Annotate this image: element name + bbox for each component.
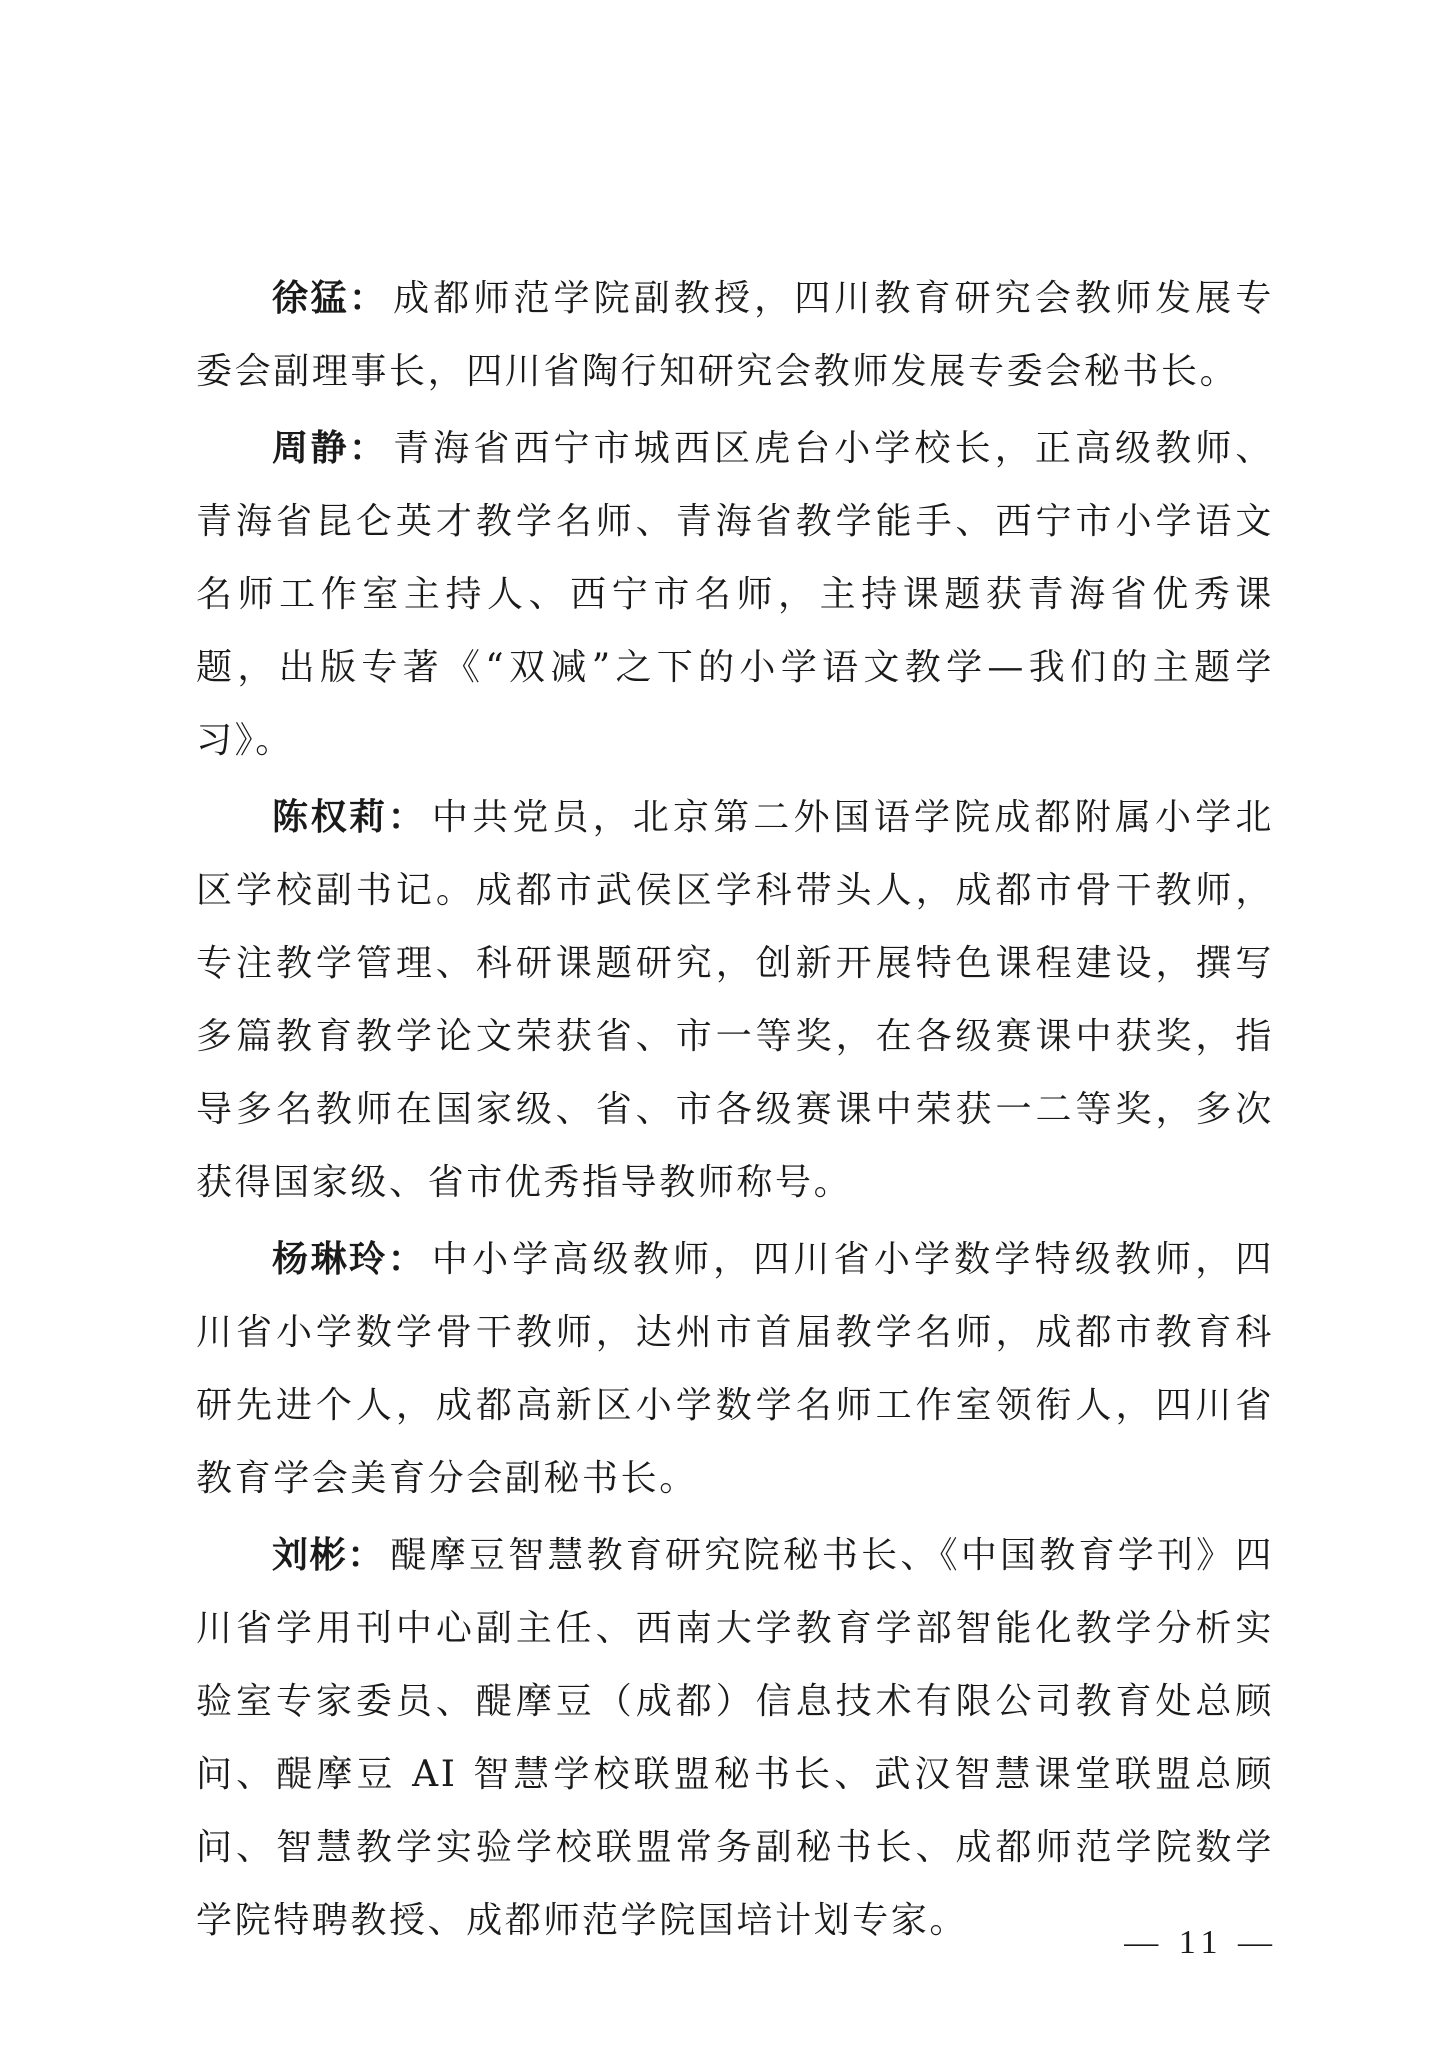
bio-entry-xu-meng: [196, 262, 1274, 408]
document-body: [196, 262, 1274, 1961]
name-colon: ：: [349, 278, 390, 319]
name-colon: ：: [347, 1535, 387, 1576]
person-name: 周静: [272, 428, 350, 469]
person-name: 刘彬: [272, 1535, 348, 1576]
person-name: 陈权莉: [272, 797, 388, 838]
page-number: — 11 —: [1124, 1924, 1278, 1961]
bio-text: 成都师范学院副教授，四川教育研究会教师发展专委会副理事长，四川省陶行知研究会教师发展专委会秘书长。: [196, 278, 1274, 392]
bio-text: 中小学高级教师，四川省小学数学特级教师，四川省小学数学骨干教师，达州市首届教学名师，成都市教育科研先进个人，成都高新区小学数学名师工作室领衔人，四川省教育学会美育分会副秘书长。: [196, 1239, 1274, 1499]
name-colon: ：: [387, 1239, 428, 1280]
bio-entry-liu-bin: [196, 1519, 1274, 1957]
name-colon: ：: [349, 428, 390, 469]
person-name: 杨琳玲: [272, 1239, 388, 1280]
bio-text: 青海省西宁市城西区虎台小学校长，正高级教师、青海省昆仑英才教学名师、青海省教学能手、西宁市小学语文名师工作室主持人、西宁市名师，主持课题获青海省优秀课题，出版专著《“双减”之下的小学语文教学—我们的主题学习》。: [196, 428, 1274, 761]
bio-entry-zhou-jing: [196, 412, 1274, 777]
bio-text: 醍摩豆智慧教育研究院秘书长、《中国教育学刊》四川省学用刊中心副主任、西南大学教育学部智能化教学分析实验室专家委员、醍摩豆（成都）信息技术有限公司教育处总顾问、醍摩豆 AI 智慧学校联盟秘书长、武汉智慧课堂联盟总顾问、智慧教学实验学校联盟常务副秘书长、成都师范学院数学学院特聘教授、成都师范学院国培计划专家。: [196, 1535, 1274, 1941]
person-name: 徐猛: [272, 278, 350, 319]
name-colon: ：: [387, 797, 428, 838]
bio-entry-chen-quanli: [196, 781, 1274, 1219]
bio-text: 中共党员，北京第二外国语学院成都附属小学北区学校副书记。成都市武侯区学科带头人，成都市骨干教师，专注教学管理、科研课题研究，创新开展特色课程建设，撰写多篇教育教学论文荣获省、市一等奖，在各级赛课中获奖，指导多名教师在国家级、省、市各级赛课中荣获一二等奖，多次获得国家级、省市优秀指导教师称号。: [196, 797, 1274, 1203]
bio-entry-yang-linling: [196, 1223, 1274, 1515]
